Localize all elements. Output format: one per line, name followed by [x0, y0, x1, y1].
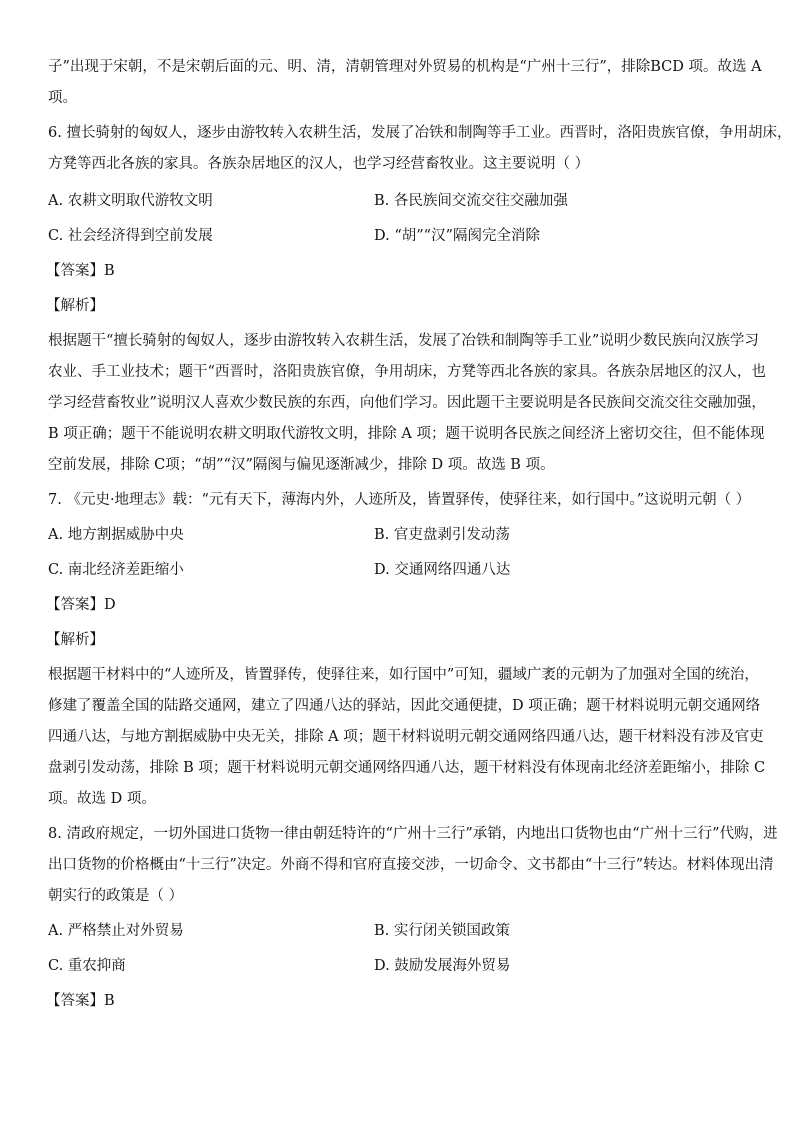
- question-stem-line: 7. 《元史·地理志》载：“元有天下，薄海内外，人迹所及，皆置驿传，使驿往来，如行国中。”这说明元朝（ ）: [48, 492, 751, 508]
- document-page: [46, 52, 792, 1021]
- option-a: A. 农耕文明取代游牧文明: [48, 193, 213, 209]
- option-c: C. 南北经济差距缩小: [48, 562, 184, 578]
- option-c: C. 社会经济得到空前发展: [48, 228, 213, 244]
- question-7: [48, 485, 753, 516]
- analysis-line: 学习经营畜牧业”说明汉人喜欢少数民族的东西，向他们学习。因此题干主要说明是各民族间交流交往交融加强，: [48, 395, 766, 411]
- question-stem-line: 8. 清政府规定，一切外国进口货物一律由朝廷特许的“广州十三行”承销，内地出口货物也由“广州十三行”代购，进: [48, 826, 778, 842]
- option-b: B. 各民族间交流交往交融加强: [374, 193, 568, 209]
- analysis-label: 【解析】: [46, 632, 104, 648]
- text-line: 子”出现于宋朝，不是宋朝后面的元、明、清，清朝管理对外贸易的机构是“广州十三行”，排除BCD 项。故选 A: [48, 59, 762, 75]
- answer-label: 【答案】D: [46, 597, 116, 613]
- answer-label: 【答案】B: [46, 993, 115, 1009]
- options-row: [48, 555, 753, 586]
- option-b: B. 实行闭关锁国政策: [374, 923, 510, 939]
- analysis-line: 项。故选 D 项。: [48, 791, 156, 807]
- analysis-line: 农业、手工业技术；题干“西晋时，洛阳贵族官僚，争用胡床，方凳等西北各族的家具。各族杂居地区的汉人，也: [48, 364, 766, 380]
- option-a: A. 严格禁止对外贸易: [48, 923, 184, 939]
- previous-analysis-tail: [48, 52, 762, 114]
- options-row: [48, 951, 753, 982]
- analysis-text: [48, 326, 766, 481]
- analysis-line: 空前发展，排除 C项；“胡”“汉”隔阂与偏见逐渐减少，排除 D 项。故选 B 项。: [48, 457, 555, 473]
- question-8: [48, 819, 778, 912]
- question-6: [48, 118, 792, 180]
- analysis-line: B 项正确；题干不能说明农耕文明取代游牧文明，排除 A 项；题干说明各民族之间经济上密切交往，但不能体现: [48, 426, 765, 442]
- analysis-line: 盘剥引发动荡，排除 B 项；题干材料说明元朝交通网络四通八达，题干材料没有体现南北经济差距缩小，排除 C: [48, 760, 766, 776]
- question-stem-line: 出口货物的价格概由“十三行”决定。外商不得和官府直接交涉，一切命令、文书都由“十三行”转达。材料体现出清: [48, 857, 774, 873]
- option-b: B. 官吏盘剥引发动荡: [374, 527, 510, 543]
- options-row: [48, 221, 753, 252]
- text-line: 项。: [48, 90, 77, 106]
- option-c: C. 重农抑商: [48, 958, 126, 974]
- options-row: [48, 186, 753, 217]
- analysis-line: 修建了覆盖全国的陆路交通网，建立了四通八达的驿站，因此交通便捷，D 项正确；题干材料说明元朝交通网络: [48, 698, 761, 714]
- analysis-label: 【解析】: [46, 298, 104, 314]
- analysis-line: 根据题干“擅长骑射的匈奴人，逐步由游牧转入农耕生活，发展了冶铁和制陶等手工业”说明少数民族向汉族学习: [48, 333, 759, 349]
- option-d: D. “胡”“汉”隔阂完全消除: [374, 228, 540, 244]
- question-stem-line: 6. 擅长骑射的匈奴人，逐步由游牧转入农耕生活，发展了冶铁和制陶等手工业。西晋时，洛阳贵族官僚，争用胡床，: [48, 125, 792, 141]
- option-d: D. 交通网络四通八达: [374, 562, 511, 578]
- analysis-text: [48, 660, 766, 815]
- answer-label: 【答案】B: [46, 263, 115, 279]
- question-stem-line: 朝实行的政策是（ ）: [48, 888, 184, 904]
- options-row: [48, 520, 753, 551]
- option-d: D. 鼓励发展海外贸易: [374, 958, 511, 974]
- question-stem-line: 方凳等西北各族的家具。各族杂居地区的汉人，也学习经营畜牧业。这主要说明（ ）: [48, 156, 590, 172]
- analysis-line: 四通八达，与地方割据威胁中央无关，排除 A 项；题干材料说明元朝交通网络四通八达，题干材料没有涉及官吏: [48, 729, 764, 745]
- options-row: [48, 916, 753, 947]
- analysis-line: 根据题干材料中的“人迹所及，皆置驿传，使驿往来，如行国中”可知，疆域广袤的元朝为了加强对全国的统治，: [48, 667, 759, 683]
- option-a: A. 地方割据威胁中央: [48, 527, 184, 543]
